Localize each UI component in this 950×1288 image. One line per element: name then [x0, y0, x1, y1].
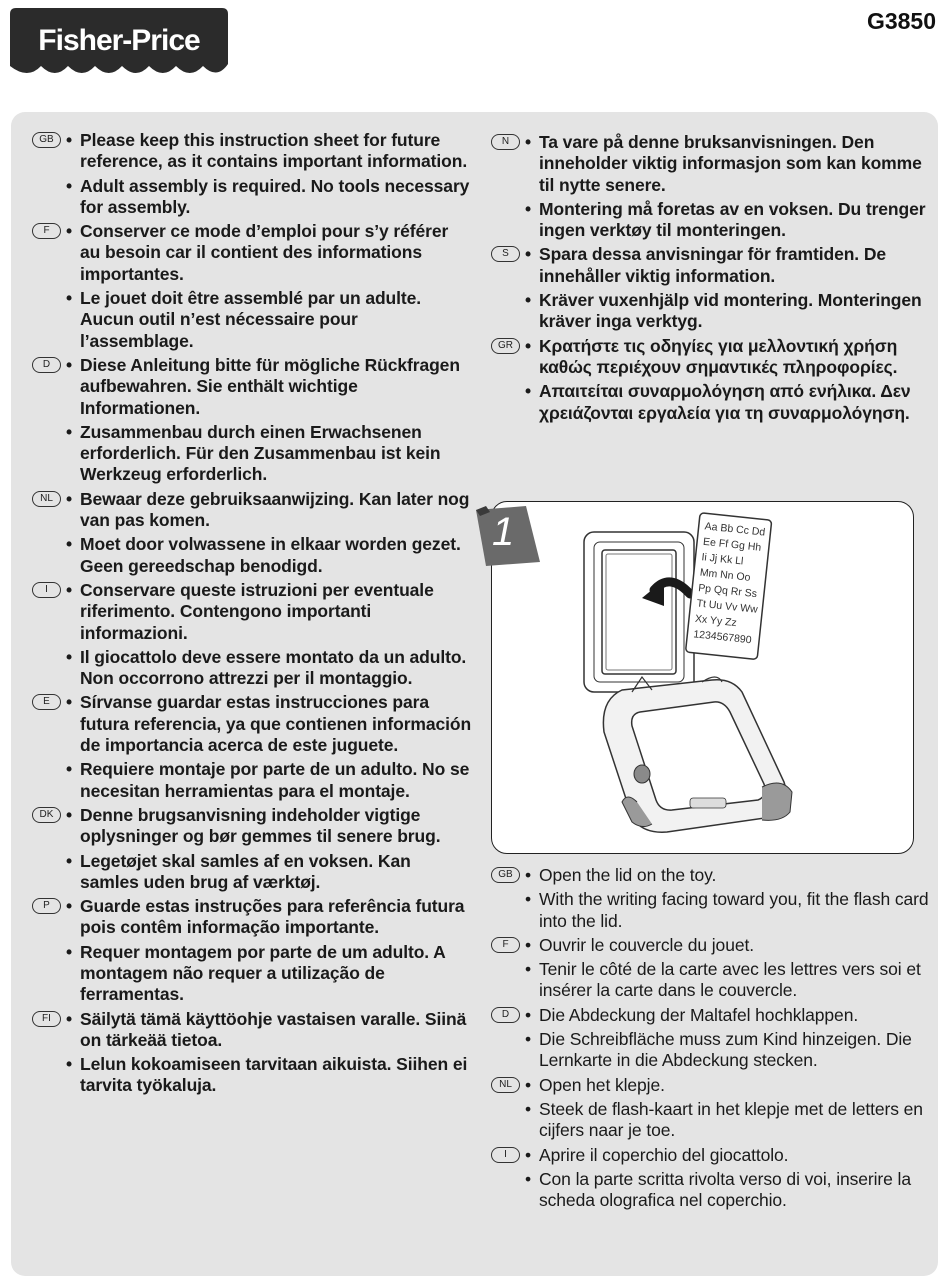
instruction-bullet: • Conserver ce mode d’emploi pour s’y référer au besoin car il contient des informations importantes.: [32, 221, 472, 285]
language-block-s: [491, 244, 931, 332]
language-block-gb: [491, 865, 931, 932]
language-block-i: [491, 1145, 931, 1212]
language-block-fi: [32, 1009, 472, 1097]
language-code-badge: S: [491, 246, 520, 262]
instruction-bullet: • Aprire il coperchio del giocattolo.: [491, 1145, 931, 1166]
instruction-bullet: • Open the lid on the toy.: [491, 865, 931, 886]
language-block-nl: [32, 489, 472, 577]
language-block-gb: [32, 130, 472, 218]
language-block-n: [491, 132, 931, 241]
language-code-badge: FI: [32, 1011, 61, 1027]
instruction-bullet: • Spara dessa anvisningar för framtiden. De innehåller viktig information.: [491, 244, 931, 287]
instruction-bullet: • Die Abdeckung der Maltafel hochklappen.: [491, 1005, 931, 1026]
language-code-badge: D: [32, 357, 61, 373]
instruction-bullet: • Απαιτείται συναρμολόγηση από ενήλικα. Δεν χρειάζονται εργαλεία για τη συναρμολόγηση.: [491, 381, 931, 424]
flash-card-row: Mm Nn Oo: [699, 566, 751, 584]
language-block-i: [32, 580, 472, 689]
language-code-badge: I: [491, 1147, 520, 1163]
language-code-badge: F: [491, 937, 520, 953]
instruction-bullet: • Zusammenbau durch einen Erwachsenen erforderlich. Für den Zusammenbau ist kein Werkzeug erforderlich.: [32, 422, 472, 486]
instruction-bullet: • Please keep this instruction sheet for future reference, as it contains important information.: [32, 130, 472, 173]
language-code-badge: GB: [32, 132, 61, 148]
language-code-badge: NL: [32, 491, 61, 507]
flash-card-row: Tt Uu Vv Ww: [696, 597, 759, 616]
language-code-badge: F: [32, 223, 61, 239]
language-code-badge: D: [491, 1007, 520, 1023]
instruction-bullet: • Κρατήστε τις οδηγίες για μελλοντική χρήση καθώς περιέχουν σημαντικές πληροφορίες.: [491, 336, 931, 379]
instruction-bullet: • Denne brugsanvisning indeholder vigtige oplysninger og bør gemmes til senere brug.: [32, 805, 472, 848]
language-block-d: [491, 1005, 931, 1072]
instruction-bullet: • Guarde estas instruções para referência futura pois contêm informação importante.: [32, 896, 472, 939]
right-top-column: [491, 132, 931, 427]
flash-card-row: Aa Bb Cc Dd: [704, 520, 766, 539]
instruction-bullet: • Die Schreibfläche muss zum Kind hinzeigen. Die Lernkarte in die Abdeckung stecken.: [491, 1029, 931, 1072]
flash-card-row: 1234567890: [692, 628, 753, 647]
left-column: [32, 130, 472, 1100]
flash-card-row: Xx Yy Zz: [694, 612, 738, 630]
instruction-bullet: • Open het klepje.: [491, 1075, 931, 1096]
fisher-price-logo: [10, 8, 228, 78]
instruction-bullet: • Diese Anleitung bitte für mögliche Rückfragen aufbewahren. Sie enthält wichtige Informationen.: [32, 355, 472, 419]
language-block-p: [32, 896, 472, 1005]
flash-card-row: Ii Jj Kk Ll: [700, 551, 744, 568]
language-code-badge: GB: [491, 867, 520, 883]
language-code-badge: I: [32, 582, 61, 598]
flash-card-row: Pp Qq Rr Ss: [697, 582, 758, 601]
language-code-badge: P: [32, 898, 61, 914]
language-block-e: [32, 692, 472, 801]
instruction-bullet: • Bewaar deze gebruiksaanwijzing. Kan later nog van pas komen.: [32, 489, 472, 532]
instruction-bullet: • Montering må foretas av en voksen. Du trenger ingen verktøy til monteringen.: [491, 199, 931, 242]
instruction-bullet: • Il giocattolo deve essere montato da un adulto. Non occorrono attrezzi per il montaggio.: [32, 647, 472, 690]
language-code-badge: E: [32, 694, 61, 710]
language-block-f: [491, 935, 931, 1002]
instruction-bullet: • Con la parte scritta rivolta verso di voi, inserire la scheda olografica nel coperchio.: [491, 1169, 931, 1212]
right-bottom-column: [491, 865, 931, 1214]
language-code-badge: N: [491, 134, 520, 150]
language-block-nl: [491, 1075, 931, 1142]
language-block-f: [32, 221, 472, 352]
assembly-illustration: [491, 501, 914, 854]
language-code-badge: DK: [32, 807, 61, 823]
language-block-dk: [32, 805, 472, 893]
svg-text:Fisher-Price: Fisher-Price: [38, 24, 200, 57]
instruction-bullet: • Le jouet doit être assemblé par un adulte. Aucun outil n’est nécessaire pour l’assemblage.: [32, 288, 472, 352]
language-block-d: [32, 355, 472, 486]
instruction-bullet: • With the writing facing toward you, fit the flash card into the lid.: [491, 889, 931, 932]
language-code-badge: NL: [491, 1077, 520, 1093]
language-code-badge: GR: [491, 338, 520, 354]
model-number: G3850: [866, 8, 936, 34]
instruction-bullet: • Requiere montaje por parte de un adulto. No se necesitan herramientas para el montaje.: [32, 759, 472, 802]
instruction-bullet: • Säilytä tämä käyttöohje vastaisen varalle. Siinä on tärkeää tietoa.: [32, 1009, 472, 1052]
instruction-bullet: • Ta vare på denne bruksanvisningen. Den inneholder viktig informasjon som kan komme til nytte senere.: [491, 132, 931, 196]
instruction-bullet: • Adult assembly is required. No tools necessary for assembly.: [32, 176, 472, 219]
instruction-bullet: • Tenir le côté de la carte avec les lettres vers soi et insérer la carte dans le couvercle.: [491, 959, 931, 1002]
instruction-bullet: • Ouvrir le couvercle du jouet.: [491, 935, 931, 956]
instruction-bullet: • Steek de flash-kaart in het klepje met de letters en cijfers naar je toe.: [491, 1099, 931, 1142]
instruction-bullet: • Moet door volwassene in elkaar worden gezet. Geen gereedschap benodigd.: [32, 534, 472, 577]
instruction-bullet: • Legetøjet skal samles af en voksen. Kan samles uden brug af værktøj.: [32, 851, 472, 894]
flash-card-row: Ee Ff Gg Hh: [702, 535, 762, 554]
instruction-bullet: • Lelun kokoamiseen tarvitaan aikuista. Siihen ei tarvita työkaluja.: [32, 1054, 472, 1097]
step-number: 1: [492, 510, 515, 554]
instruction-bullet: • Conservare queste istruzioni per eventuale riferimento. Contengono importanti informazioni.: [32, 580, 472, 644]
instruction-bullet: • Requer montagem por parte de um adulto. A montagem não requer a utilização de ferramentas.: [32, 942, 472, 1006]
language-block-gr: [491, 336, 931, 424]
instruction-bullet: • Kräver vuxenhjälp vid montering. Monteringen kräver inga verktyg.: [491, 290, 931, 333]
toy-drawing: [492, 502, 913, 853]
instruction-bullet: • Sírvanse guardar estas instrucciones para futura referencia, ya que contienen información de importancia acerca de este juguete.: [32, 692, 472, 756]
